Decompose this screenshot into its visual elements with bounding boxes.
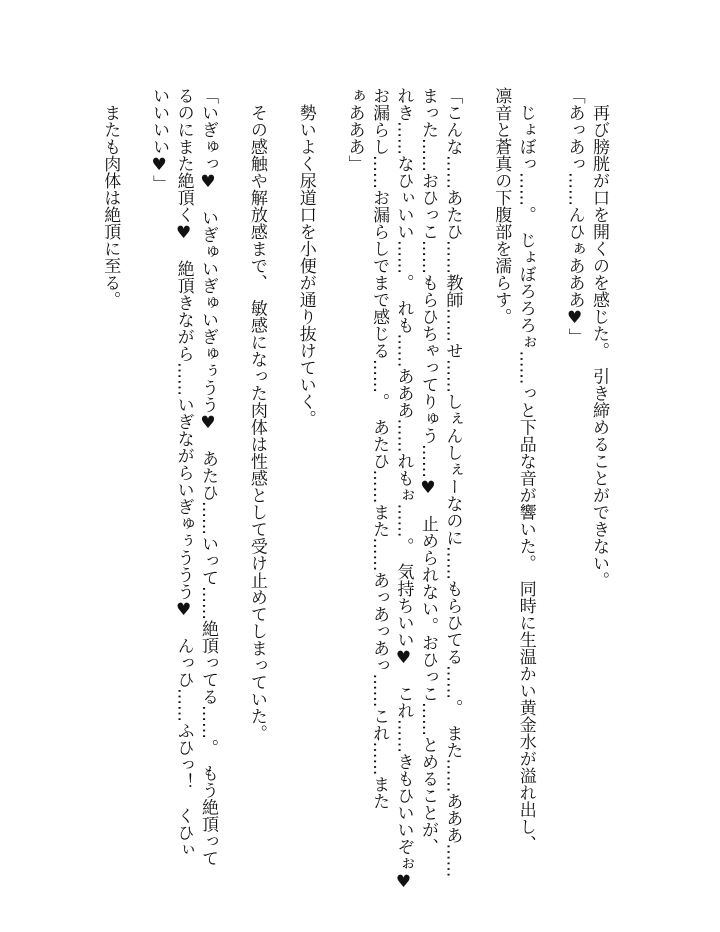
blank-line (220, 87, 244, 897)
blank-line (464, 87, 488, 897)
vertical-text-body (98, 87, 611, 897)
text-line: じょぼっ……。 じょぼろろろぉ……っと下品な音が響いた。 同時に生温かい黄金水が溢れ出し、 (515, 87, 536, 852)
dialogue-line: ぁあああ」 (344, 87, 365, 172)
dialogue-line: 「いぎゅっ♥ いぎゅいぎゅいぎゅぅうう♥ あたひ……いって……絶頂ってる……。 もう絶頂って (198, 87, 218, 867)
dialogue-line: 「あっあっ……んひぁあああ♥」 (564, 87, 585, 345)
dialogue-line: れき……なひぃいい……。 れも……あああ……れもぉ……。 気持ちいい♥ これ……きもひいいぞぉ♥ (393, 87, 414, 892)
text-line: 凛音と蒼真の下腹部を濡らす。 (491, 87, 512, 325)
dialogue-line: 「こんな……あたひ……教師……せ……しぇんしぇーなのに……もらひてる……。 また……あああ…… (442, 87, 463, 878)
dialogue-line: るのにまた絶頂く♥ 絶頂きながら……いぎながらいぎゅぅううう♥ んっひ……ふひっ！ くひぃ (173, 87, 194, 858)
text-line: またも肉体は絶頂に至る。 (100, 87, 121, 308)
blank-line (122, 87, 146, 897)
blank-line (538, 87, 562, 897)
text-line: その感触や解放感まで、 敏感になった肉体は性感として受け止めてしまっていた。 (246, 87, 267, 742)
text-line: 再び膀胱が口を開くのを感じた。 引き締めることができない。 (589, 87, 609, 589)
blank-line (318, 87, 342, 897)
blank-line (269, 87, 293, 897)
dialogue-line: まった……おひっこ……もらひちゃってりゅう……♥ 止められない。おひっこ……とめることが、 (417, 87, 438, 855)
dialogue-line: いいいい♥」 (149, 87, 170, 192)
text-line: 勢いよく尿道口を小便が通り抜けていく。 (295, 87, 316, 427)
dialogue-line: お漏らし……お漏らしでまで感じる……。 あたひ……また……あっあっあっ……これ……また (369, 87, 390, 810)
